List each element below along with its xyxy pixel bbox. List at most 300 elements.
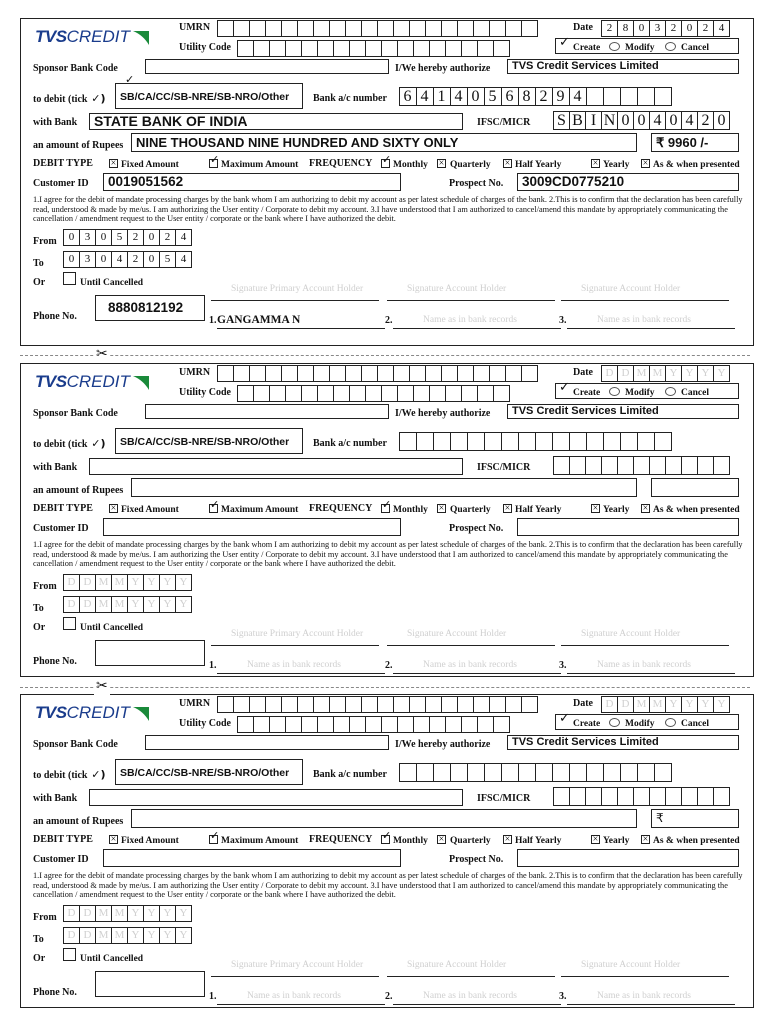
signature-line[interactable]: [387, 976, 555, 977]
ifsc-cells[interactable]: [553, 111, 729, 130]
fixed-amount-checkbox[interactable]: ×: [110, 158, 117, 169]
utility-code-cells-cell: [317, 40, 334, 57]
phone-field[interactable]: [95, 640, 205, 666]
utility-code-cells-cell: [381, 40, 398, 57]
sponsor-bank-code-field[interactable]: [145, 59, 389, 74]
quarterly-option: Quarterly: [450, 160, 491, 170]
umrn-cells-cell: [393, 20, 410, 37]
monthly-option: Monthly: [393, 836, 428, 846]
ifsc-cells-cell: [617, 787, 634, 806]
maximum-amount-checkbox[interactable]: ✓: [210, 153, 220, 166]
utility-code-cells-cell: [461, 40, 478, 57]
signature-number: 3.: [559, 991, 567, 1002]
fixed-amount-checkbox[interactable]: ×: [110, 834, 117, 845]
ifsc-cells[interactable]: [553, 787, 729, 806]
half-yearly-checkbox[interactable]: ×: [504, 158, 511, 169]
umrn-cells-cell: [329, 696, 346, 713]
date-cells-cell: M: [633, 365, 650, 382]
yearly-checkbox[interactable]: ×: [592, 503, 599, 514]
quarterly-checkbox[interactable]: ×: [438, 503, 445, 514]
signature-placeholder: Signature Account Holder: [407, 284, 507, 294]
amount-figure-field-value: ₹: [656, 811, 664, 825]
cancel-radio[interactable]: [665, 42, 676, 51]
from-cells-cell: Y: [159, 574, 176, 591]
utility-code-cells-cell: [429, 40, 446, 57]
amount-figure-field[interactable]: [651, 809, 739, 828]
customer-id-field[interactable]: [103, 518, 401, 536]
to-cells-cell: M: [95, 596, 112, 613]
to-cells-cell: 0: [143, 251, 160, 268]
bank-ac-cells[interactable]: [399, 432, 671, 451]
amount-words-field[interactable]: [131, 809, 637, 828]
account-type-tick-icon: ✓: [125, 73, 135, 86]
to-cells-cell: Y: [159, 927, 176, 944]
until-cancelled-option: Until Cancelled: [80, 623, 144, 633]
utility-code-cells-cell: [285, 385, 302, 402]
authorize-field[interactable]: [507, 59, 739, 74]
to-cells-cell: Y: [127, 596, 144, 613]
ifsc-cells[interactable]: [553, 456, 729, 475]
bank-ac-cells-cell: [518, 763, 536, 782]
name-line[interactable]: [217, 328, 385, 329]
utility-code-cells[interactable]: [237, 40, 509, 57]
umrn-cells-cell: [521, 696, 538, 713]
authorize-field[interactable]: [507, 735, 739, 750]
cancel-option: Cancel: [681, 388, 709, 398]
mandate-form: [20, 363, 754, 677]
umrn-cells-cell: [313, 365, 330, 382]
from-cells[interactable]: [63, 229, 191, 246]
from-label: From: [33, 581, 57, 592]
date-cells-cell: 2: [697, 20, 714, 37]
utility-code-cells[interactable]: [237, 716, 509, 733]
from-cells-cell: 4: [175, 229, 192, 246]
bank-ac-cells-cell: [501, 763, 519, 782]
bank-ac-cells-cell: [535, 763, 553, 782]
utility-code-cells-cell: [253, 716, 270, 733]
ifsc-cells-cell: 4: [649, 111, 666, 130]
ifsc-cells-cell: 2: [697, 111, 714, 130]
account-type-field[interactable]: [115, 759, 303, 785]
name-line[interactable]: [567, 1004, 735, 1005]
date-cells[interactable]: [601, 696, 729, 713]
bank-ac-cells-cell: [501, 432, 519, 451]
modify-radio[interactable]: [609, 718, 620, 727]
quarterly-checkbox[interactable]: ×: [438, 834, 445, 845]
to-cells-cell: 4: [175, 251, 192, 268]
ifsc-cells-cell: 0: [617, 111, 634, 130]
bank-ac-cells-cell: [552, 432, 570, 451]
quarterly-checkbox[interactable]: ×: [438, 158, 445, 169]
debit-type-label: DEBIT TYPE: [33, 503, 93, 514]
yearly-checkbox[interactable]: ×: [592, 834, 599, 845]
bank-ac-cells[interactable]: [399, 763, 671, 782]
umrn-cells[interactable]: [217, 365, 537, 382]
monthly-checkbox[interactable]: ✓: [382, 153, 392, 166]
date-cells-cell: Y: [681, 365, 698, 382]
signature-line[interactable]: [561, 645, 729, 646]
bank-ac-cells-cell: [569, 432, 587, 451]
utility-code-cells-cell: [237, 385, 254, 402]
ifsc-cells-cell: N: [601, 111, 618, 130]
umrn-cells-cell: [265, 20, 282, 37]
bank-ac-cells-cell: [416, 432, 434, 451]
account-type-field[interactable]: [115, 428, 303, 454]
from-cells-cell: Y: [127, 574, 144, 591]
date-cells[interactable]: [601, 20, 729, 37]
bank-ac-cells-cell: [552, 763, 570, 782]
bank-ac-cells-cell: 2: [535, 87, 553, 106]
bank-name-field[interactable]: [89, 113, 463, 130]
umrn-cells-cell: [473, 20, 490, 37]
bank-ac-cells-cell: 1: [433, 87, 451, 106]
name-line[interactable]: [217, 1004, 385, 1005]
ifsc-cells-cell: [697, 787, 714, 806]
utility-code-cells-cell: [317, 716, 334, 733]
umrn-cells-cell: [489, 696, 506, 713]
name-1-value: GANGAMMA N: [217, 314, 301, 326]
umrn-cells-cell: [313, 696, 330, 713]
signature-number: 1.: [209, 991, 217, 1002]
date-cells-cell: Y: [697, 696, 714, 713]
amount-rupees-label: an amount of Rupees: [33, 485, 124, 496]
from-cells[interactable]: [63, 574, 191, 591]
umrn-cells-cell: [505, 20, 522, 37]
umrn-cells-cell: [457, 365, 474, 382]
umrn-cells-cell: [409, 20, 426, 37]
umrn-cells-cell: [505, 365, 522, 382]
name-placeholder: Name as in bank records: [423, 315, 517, 325]
date-cells-cell: Y: [665, 696, 682, 713]
prospect-no-field[interactable]: [517, 518, 739, 536]
umrn-cells-cell: [297, 365, 314, 382]
name-line[interactable]: [567, 328, 735, 329]
create-check-icon[interactable]: ✓: [559, 380, 570, 395]
create-check-icon[interactable]: ✓: [559, 711, 570, 726]
cancel-option: Cancel: [681, 43, 709, 53]
utility-code-cells-cell: [477, 716, 494, 733]
yearly-checkbox[interactable]: ×: [592, 158, 599, 169]
ifsc-cells-cell: I: [585, 111, 602, 130]
with-bank-label: with Bank: [33, 117, 78, 128]
umrn-cells-cell: [441, 365, 458, 382]
umrn-cells-cell: [377, 365, 394, 382]
signature-line[interactable]: [387, 300, 555, 301]
tvs-credit-logo: TVS CREDIT: [35, 703, 151, 723]
bank-ac-cells-cell: [586, 432, 604, 451]
scissors-icon: ✂: [96, 347, 108, 362]
to-cells[interactable]: [63, 596, 191, 613]
fixed-amount-checkbox[interactable]: ×: [110, 503, 117, 514]
date-cells-cell: 2: [601, 20, 618, 37]
name-placeholder: Name as in bank records: [597, 660, 691, 670]
utility-code-cells-cell: [365, 716, 382, 733]
name-line[interactable]: [393, 328, 561, 329]
date-cells-cell: Y: [713, 365, 730, 382]
utility-code-cells-cell: [445, 385, 462, 402]
as-when-checkbox[interactable]: ×: [642, 158, 649, 169]
umrn-cells[interactable]: [217, 696, 537, 713]
authorize-field-value: TVS Credit Services Limited: [512, 60, 659, 72]
bank-ac-cells-cell: 6: [399, 87, 417, 106]
modify-radio[interactable]: [609, 42, 620, 51]
umrn-cells-cell: [393, 696, 410, 713]
from-cells-cell: 0: [95, 229, 112, 246]
bank-ac-cells-cell: [654, 87, 672, 106]
authorize-field[interactable]: [507, 404, 739, 419]
utility-code-label: Utility Code: [179, 387, 231, 398]
signature-line[interactable]: [561, 300, 729, 301]
utility-code-cells-cell: [461, 716, 478, 733]
to-cells-cell: M: [111, 596, 128, 613]
bank-ac-cells-cell: [620, 87, 638, 106]
modify-option: Modify: [625, 719, 655, 729]
utility-code-cells-cell: [317, 385, 334, 402]
or-label: Or: [33, 953, 46, 964]
umrn-cells-cell: [457, 696, 474, 713]
ifsc-cells-cell: 0: [633, 111, 650, 130]
from-cells-cell: D: [63, 574, 80, 591]
bank-ac-cells-cell: [586, 763, 604, 782]
bank-ac-cells-cell: [467, 432, 485, 451]
utility-code-cells[interactable]: [237, 385, 509, 402]
name-line[interactable]: [393, 673, 561, 674]
as-when-checkbox[interactable]: ×: [642, 834, 649, 845]
umrn-cells-cell: [441, 696, 458, 713]
maximum-amount-checkbox[interactable]: ✓: [210, 498, 220, 511]
customer-id-field[interactable]: [103, 849, 401, 867]
prospect-no-field-value: 3009CD0775210: [522, 174, 625, 189]
bank-ac-cells[interactable]: [399, 87, 671, 106]
ifsc-cells-cell: 0: [665, 111, 682, 130]
utility-code-cells-cell: [333, 40, 350, 57]
utility-code-cells-cell: [429, 716, 446, 733]
cancel-radio[interactable]: [665, 718, 676, 727]
umrn-cells-cell: [473, 696, 490, 713]
signature-line[interactable]: [387, 645, 555, 646]
phone-no-label: Phone No.: [33, 311, 77, 322]
utility-code-cells-cell: [269, 716, 286, 733]
date-cells-cell: 3: [649, 20, 666, 37]
utility-code-label: Utility Code: [179, 718, 231, 729]
from-cells-cell: M: [111, 905, 128, 922]
umrn-cells-cell: [297, 696, 314, 713]
to-cells-cell: Y: [175, 596, 192, 613]
monthly-checkbox[interactable]: ✓: [382, 829, 392, 842]
utility-code-cells-cell: [301, 40, 318, 57]
until-cancelled-option: Until Cancelled: [80, 278, 144, 288]
from-cells-cell: M: [95, 574, 112, 591]
to-cells-cell: 0: [63, 251, 80, 268]
umrn-cells-cell: [489, 20, 506, 37]
mandate-form: [20, 694, 754, 1008]
date-label: Date: [573, 22, 593, 33]
bank-ac-cells-cell: [620, 432, 638, 451]
utility-code-cells-cell: [253, 385, 270, 402]
from-cells-cell: D: [79, 905, 96, 922]
as-when-checkbox[interactable]: ×: [642, 503, 649, 514]
to-debit-label: to debit (tick ✓): [33, 437, 106, 450]
account-type-field[interactable]: [115, 83, 303, 109]
umrn-cells-cell: [233, 20, 250, 37]
phone-field[interactable]: [95, 971, 205, 997]
from-cells-cell: 3: [79, 229, 96, 246]
from-cells-cell: Y: [175, 905, 192, 922]
phone-field[interactable]: [95, 295, 205, 321]
name-line[interactable]: [217, 673, 385, 674]
sponsor-bank-code-label: Sponsor Bank Code: [33, 63, 118, 74]
bank-ac-cells-cell: [467, 763, 485, 782]
to-cells[interactable]: [63, 927, 191, 944]
amount-rupees-label: an amount of Rupees: [33, 816, 124, 827]
signature-number: 3.: [559, 660, 567, 671]
umrn-cells-cell: [281, 20, 298, 37]
monthly-option: Monthly: [393, 160, 428, 170]
umrn-cells-cell: [249, 696, 266, 713]
monthly-option: Monthly: [393, 505, 428, 515]
date-cells-cell: Y: [713, 696, 730, 713]
bank-name-field[interactable]: [89, 789, 463, 806]
debit-type-label: DEBIT TYPE: [33, 834, 93, 845]
signature-number: 1.: [209, 660, 217, 671]
authorize-label: I/We hereby authorize: [395, 739, 491, 750]
ifsc-cells-cell: [665, 456, 682, 475]
umrn-cells-cell: [361, 365, 378, 382]
ifsc-cells-cell: [585, 456, 602, 475]
utility-code-cells-cell: [349, 40, 366, 57]
frequency-label: FREQUENCY: [309, 503, 373, 514]
prospect-no-field[interactable]: [517, 173, 739, 191]
customer-id-label: Customer ID: [33, 178, 89, 189]
modify-option: Modify: [625, 43, 655, 53]
create-check-icon[interactable]: ✓: [559, 35, 570, 50]
utility-code-cells-cell: [285, 40, 302, 57]
utility-code-cells-cell: [253, 40, 270, 57]
name-line[interactable]: [567, 673, 735, 674]
utility-code-cells-cell: [381, 385, 398, 402]
monthly-checkbox[interactable]: ✓: [382, 498, 392, 511]
amount-words-field[interactable]: [131, 133, 637, 152]
umrn-cells-cell: [393, 365, 410, 382]
from-cells-cell: 0: [143, 229, 160, 246]
yearly-option: Yearly: [603, 160, 630, 170]
umrn-cells-cell: [249, 20, 266, 37]
bank-ac-cells-cell: 4: [569, 87, 587, 106]
from-cells-cell: Y: [127, 905, 144, 922]
bank-ac-cells-cell: [620, 763, 638, 782]
umrn-cells-cell: [233, 365, 250, 382]
customer-id-field[interactable]: [103, 173, 401, 191]
signature-line[interactable]: [211, 976, 379, 977]
umrn-cells-cell: [217, 696, 234, 713]
prospect-no-field[interactable]: [517, 849, 739, 867]
as-when-option: As & when presented: [653, 505, 740, 515]
signature-line[interactable]: [211, 300, 379, 301]
to-cells[interactable]: [63, 251, 191, 268]
or-label: Or: [33, 622, 46, 633]
bank-name-field[interactable]: [89, 458, 463, 475]
authorize-label: I/We hereby authorize: [395, 408, 491, 419]
cut-line-2: [20, 687, 750, 688]
umrn-label: UMRN: [179, 22, 211, 33]
to-label: To: [33, 603, 44, 614]
sponsor-bank-code-field[interactable]: [145, 735, 389, 750]
until-cancelled-checkbox[interactable]: [63, 272, 76, 285]
utility-code-cells-cell: [445, 716, 462, 733]
until-cancelled-checkbox[interactable]: [63, 948, 76, 961]
phone-no-label: Phone No.: [33, 987, 77, 998]
ifsc-label: IFSC/MICR: [477, 793, 531, 804]
utility-code-cells-cell: [349, 385, 366, 402]
to-cells-cell: 3: [79, 251, 96, 268]
from-cells-cell: D: [79, 574, 96, 591]
half-yearly-checkbox[interactable]: ×: [504, 834, 511, 845]
name-line[interactable]: [393, 1004, 561, 1005]
date-cells-cell: M: [633, 696, 650, 713]
name-placeholder: Name as in bank records: [423, 660, 517, 670]
as-when-option: As & when presented: [653, 836, 740, 846]
umrn-cells-cell: [233, 696, 250, 713]
signature-line[interactable]: [211, 645, 379, 646]
utility-code-cells-cell: [285, 716, 302, 733]
signature-number: 1.: [209, 315, 217, 326]
amount-figure-field[interactable]: [651, 133, 739, 152]
to-cells-cell: Y: [175, 927, 192, 944]
ifsc-cells-cell: [649, 787, 666, 806]
utility-code-cells-cell: [493, 385, 510, 402]
date-label: Date: [573, 367, 593, 378]
from-cells-cell: Y: [143, 574, 160, 591]
from-cells-cell: 0: [63, 229, 80, 246]
to-label: To: [33, 258, 44, 269]
signature-line[interactable]: [561, 976, 729, 977]
bank-ac-cells-cell: [603, 763, 621, 782]
modify-radio[interactable]: [609, 387, 620, 396]
name-placeholder: Name as in bank records: [247, 991, 341, 1001]
yearly-option: Yearly: [603, 836, 630, 846]
amount-figure-field[interactable]: [651, 478, 739, 497]
to-label: To: [33, 934, 44, 945]
from-cells[interactable]: [63, 905, 191, 922]
tvs-credit-logo: TVS CREDIT: [35, 27, 151, 47]
maximum-amount-checkbox[interactable]: ✓: [210, 829, 220, 842]
cancel-radio[interactable]: [665, 387, 676, 396]
half-yearly-checkbox[interactable]: ×: [504, 503, 511, 514]
umrn-cells-cell: [425, 696, 442, 713]
bank-ac-cells-cell: 9: [552, 87, 570, 106]
umrn-cells[interactable]: [217, 20, 537, 37]
date-cells-cell: 0: [633, 20, 650, 37]
authorize-field-value: TVS Credit Services Limited: [512, 405, 659, 417]
date-cells-cell: D: [601, 365, 618, 382]
ifsc-cells-cell: [681, 787, 698, 806]
amount-words-field[interactable]: [131, 478, 637, 497]
bank-ac-cells-cell: 4: [450, 87, 468, 106]
utility-code-cells-cell: [493, 40, 510, 57]
bank-ac-cells-cell: [450, 763, 468, 782]
umrn-cells-cell: [249, 365, 266, 382]
until-cancelled-checkbox[interactable]: [63, 617, 76, 630]
utility-code-cells-cell: [429, 385, 446, 402]
to-cells-cell: Y: [143, 927, 160, 944]
date-cells[interactable]: [601, 365, 729, 382]
utility-code-cells-cell: [413, 40, 430, 57]
umrn-cells-cell: [521, 365, 538, 382]
date-cells-cell: Y: [697, 365, 714, 382]
sponsor-bank-code-field[interactable]: [145, 404, 389, 419]
date-cells-cell: D: [601, 696, 618, 713]
umrn-cells-cell: [265, 365, 282, 382]
